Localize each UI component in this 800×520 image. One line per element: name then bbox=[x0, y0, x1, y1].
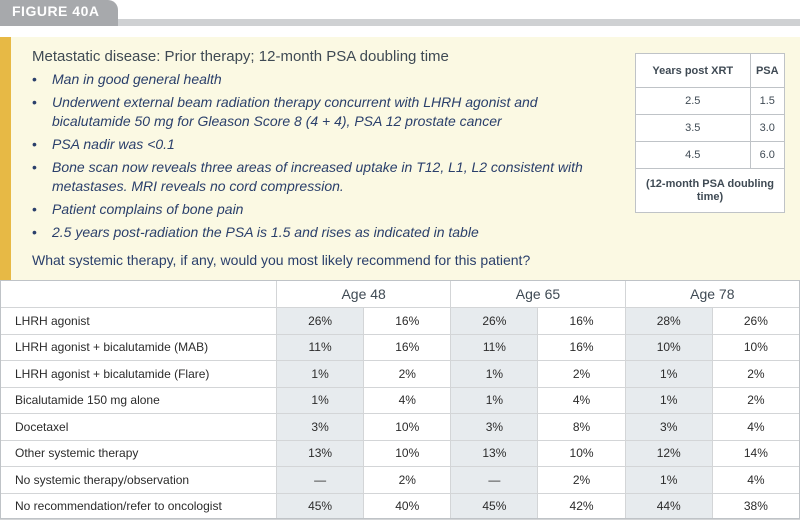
value-cell: 26% bbox=[712, 308, 799, 335]
table-row bbox=[1, 467, 800, 494]
value-cell: 4% bbox=[538, 387, 625, 414]
bullet-icon: • bbox=[32, 201, 37, 217]
value-cell: 16% bbox=[364, 308, 451, 335]
value-cell: 8% bbox=[538, 414, 625, 441]
table-row bbox=[1, 334, 800, 361]
case-bullet: • Patient complains of bone pain bbox=[32, 201, 244, 217]
value-cell: 10% bbox=[364, 414, 451, 441]
case-title: Metastatic disease: Prior therapy; 12-month PSA doubling time bbox=[32, 48, 449, 65]
row-label: LHRH agonist bbox=[1, 308, 277, 335]
bullet-icon: • bbox=[32, 71, 37, 87]
psa-cell: 6.0 bbox=[750, 142, 784, 169]
value-cell: 1% bbox=[277, 361, 364, 388]
value-cell: 16% bbox=[364, 334, 451, 361]
value-cell: 28% bbox=[625, 308, 712, 335]
value-cell: — bbox=[277, 467, 364, 494]
value-cell: 2% bbox=[712, 361, 799, 388]
row-label: No systemic therapy/observation bbox=[1, 467, 277, 494]
case-bullet: • Bone scan now reveals three areas of increased uptake in T12, L1, L2 consistent with metastases. MRI reveals no cord compression. bbox=[32, 159, 583, 194]
bullet-icon: • bbox=[32, 136, 37, 152]
value-cell: 4% bbox=[364, 387, 451, 414]
value-cell: 26% bbox=[277, 308, 364, 335]
row-label: LHRH agonist + bicalutamide (Flare) bbox=[1, 361, 277, 388]
value-cell: 1% bbox=[451, 387, 538, 414]
table-row bbox=[1, 387, 800, 414]
figure-label: FIGURE 40A bbox=[0, 0, 118, 22]
psa-cell: 4.5 bbox=[636, 142, 751, 169]
value-cell: 38% bbox=[712, 493, 799, 520]
value-cell: 4% bbox=[712, 467, 799, 494]
value-cell: 16% bbox=[538, 308, 625, 335]
case-bullet: • PSA nadir was <0.1 bbox=[32, 136, 175, 152]
case-question: What systemic therapy, if any, would you most likely recommend for this patient? bbox=[32, 252, 531, 268]
value-cell: 10% bbox=[712, 334, 799, 361]
row-label: LHRH agonist + bicalutamide (MAB) bbox=[1, 334, 277, 361]
value-cell: 4% bbox=[712, 414, 799, 441]
case-bullet: • 2.5 years post-radiation the PSA is 1.5 and rises as indicated in table bbox=[32, 224, 479, 240]
age-group-header: Age 78 bbox=[625, 281, 799, 308]
value-cell: 3% bbox=[625, 414, 712, 441]
value-cell: 1% bbox=[625, 387, 712, 414]
value-cell: 10% bbox=[538, 440, 625, 467]
value-cell: 42% bbox=[538, 493, 625, 520]
psa-header-psa: PSA bbox=[750, 54, 784, 88]
bullet-icon: • bbox=[32, 94, 37, 110]
value-cell: 10% bbox=[625, 334, 712, 361]
value-cell: — bbox=[451, 467, 538, 494]
value-cell: 45% bbox=[451, 493, 538, 520]
value-cell: 40% bbox=[364, 493, 451, 520]
value-cell: 3% bbox=[451, 414, 538, 441]
value-cell: 1% bbox=[625, 467, 712, 494]
value-cell: 13% bbox=[451, 440, 538, 467]
results-header-blank bbox=[1, 281, 277, 308]
results-header-row bbox=[1, 281, 800, 308]
value-cell: 1% bbox=[451, 361, 538, 388]
row-label: Bicalutamide 150 mg alone bbox=[1, 387, 277, 414]
age-group-header: Age 65 bbox=[451, 281, 625, 308]
age-group-header: Age 48 bbox=[277, 281, 451, 308]
value-cell: 14% bbox=[712, 440, 799, 467]
value-cell: 2% bbox=[538, 467, 625, 494]
psa-cell: 2.5 bbox=[636, 88, 751, 115]
row-label: Docetaxel bbox=[1, 414, 277, 441]
value-cell: 16% bbox=[538, 334, 625, 361]
value-cell: 10% bbox=[364, 440, 451, 467]
results-table bbox=[0, 280, 800, 520]
figure-header-bar bbox=[0, 19, 800, 26]
psa-table bbox=[635, 53, 785, 213]
row-label: No recommendation/refer to oncologist bbox=[1, 493, 277, 520]
row-label: Other systemic therapy bbox=[1, 440, 277, 467]
psa-cell: 3.5 bbox=[636, 115, 751, 142]
case-bullet: • Man in good general health bbox=[32, 71, 222, 87]
table-row bbox=[1, 440, 800, 467]
value-cell: 11% bbox=[277, 334, 364, 361]
case-bullet: • Underwent external beam radiation therapy concurrent with LHRH agonist and bicalutamide 50 mg for Gleason Score 8 (4 + 4), PSA 12 prostate cancer bbox=[32, 94, 538, 129]
value-cell: 3% bbox=[277, 414, 364, 441]
value-cell: 13% bbox=[277, 440, 364, 467]
psa-note: (12-month PSA doubling time) bbox=[636, 169, 785, 213]
value-cell: 1% bbox=[277, 387, 364, 414]
value-cell: 26% bbox=[451, 308, 538, 335]
value-cell: 11% bbox=[451, 334, 538, 361]
value-cell: 44% bbox=[625, 493, 712, 520]
value-cell: 2% bbox=[712, 387, 799, 414]
value-cell: 1% bbox=[625, 361, 712, 388]
value-cell: 2% bbox=[364, 467, 451, 494]
psa-cell: 1.5 bbox=[750, 88, 784, 115]
bullet-icon: • bbox=[32, 159, 37, 175]
bullet-icon: • bbox=[32, 224, 37, 240]
table-row bbox=[1, 493, 800, 520]
value-cell: 2% bbox=[538, 361, 625, 388]
psa-header-years: Years post XRT bbox=[636, 54, 751, 88]
table-row bbox=[1, 414, 800, 441]
table-row bbox=[1, 308, 800, 335]
value-cell: 45% bbox=[277, 493, 364, 520]
value-cell: 2% bbox=[364, 361, 451, 388]
case-bullet-list bbox=[32, 70, 612, 246]
table-row bbox=[1, 361, 800, 388]
psa-cell: 3.0 bbox=[750, 115, 784, 142]
value-cell: 12% bbox=[625, 440, 712, 467]
